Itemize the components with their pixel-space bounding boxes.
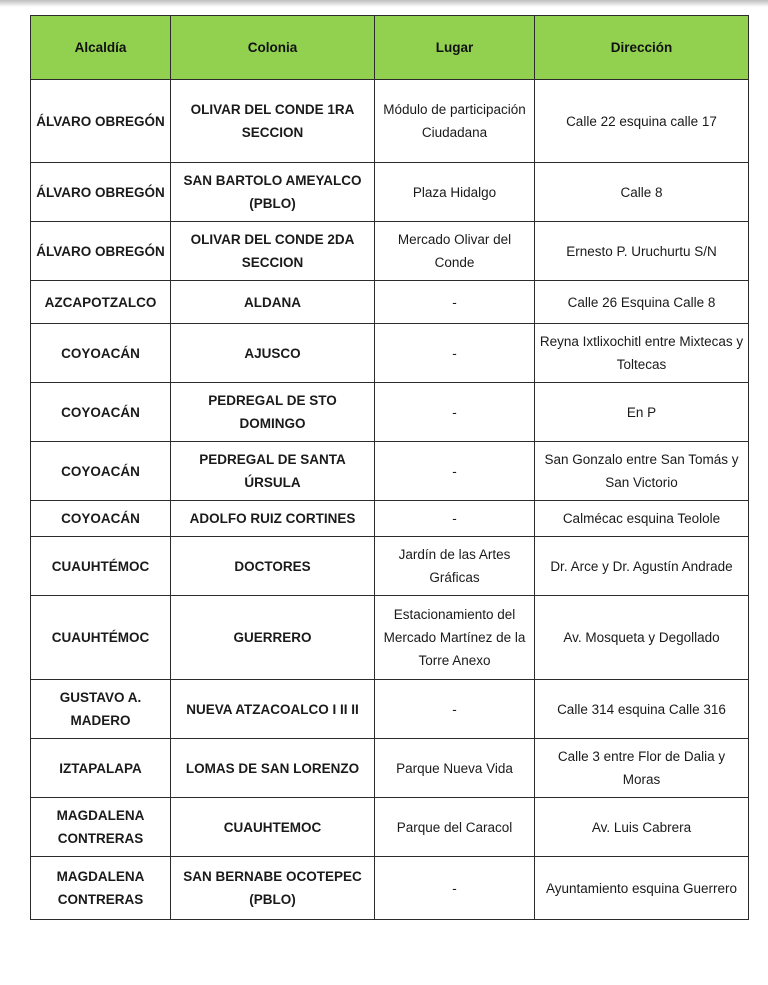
cell-lugar: Jardín de las Artes Gráficas xyxy=(375,537,535,596)
table-row xyxy=(31,596,749,680)
cell-alcaldia: CUAUHTÉMOC xyxy=(31,596,171,680)
table-row xyxy=(31,857,749,920)
table-row xyxy=(31,281,749,324)
table-row xyxy=(31,442,749,501)
cell-colonia: OLIVAR DEL CONDE 2DA SECCION xyxy=(171,222,375,281)
cell-alcaldia: COYOACÁN xyxy=(31,442,171,501)
cell-alcaldia: COYOACÁN xyxy=(31,383,171,442)
cell-lugar: Módulo de participación Ciudadana xyxy=(375,80,535,163)
table-row xyxy=(31,324,749,383)
cell-alcaldia: MAGDALENA CONTRERAS xyxy=(31,798,171,857)
cell-colonia: LOMAS DE SAN LORENZO xyxy=(171,739,375,798)
cell-direccion: Calle 8 xyxy=(535,163,749,222)
cell-alcaldia: MAGDALENA CONTRERAS xyxy=(31,857,171,920)
cell-colonia: PEDREGAL DE SANTA ÚRSULA xyxy=(171,442,375,501)
cell-direccion: Av. Luis Cabrera xyxy=(535,798,749,857)
locations-table xyxy=(30,15,749,920)
cell-colonia: DOCTORES xyxy=(171,537,375,596)
table-row xyxy=(31,680,749,739)
cell-colonia: GUERRERO xyxy=(171,596,375,680)
cell-alcaldia: COYOACÁN xyxy=(31,501,171,537)
cell-direccion: Ayuntamiento esquina Guerrero xyxy=(535,857,749,920)
table-row xyxy=(31,501,749,537)
header-direccion: Dirección xyxy=(535,16,749,80)
cell-lugar: Mercado Olivar del Conde xyxy=(375,222,535,281)
top-edge-shadow xyxy=(0,0,768,7)
table-row xyxy=(31,739,749,798)
cell-alcaldia: IZTAPALAPA xyxy=(31,739,171,798)
cell-lugar: - xyxy=(375,281,535,324)
cell-colonia: SAN BARTOLO AMEYALCO (PBLO) xyxy=(171,163,375,222)
cell-colonia: SAN BERNABE OCOTEPEC (PBLO) xyxy=(171,857,375,920)
cell-direccion: Calle 314 esquina Calle 316 xyxy=(535,680,749,739)
cell-alcaldia: ÁLVARO OBREGÓN xyxy=(31,80,171,163)
cell-colonia: OLIVAR DEL CONDE 1RA SECCION xyxy=(171,80,375,163)
cell-colonia: ALDANA xyxy=(171,281,375,324)
cell-direccion: Calmécac esquina Teolole xyxy=(535,501,749,537)
table-row xyxy=(31,163,749,222)
cell-direccion: Calle 26 Esquina Calle 8 xyxy=(535,281,749,324)
cell-lugar: Parque del Caracol xyxy=(375,798,535,857)
cell-lugar: - xyxy=(375,442,535,501)
cell-lugar: - xyxy=(375,501,535,537)
cell-alcaldia: COYOACÁN xyxy=(31,324,171,383)
cell-direccion: San Gonzalo entre San Tomás y San Victorio xyxy=(535,442,749,501)
cell-colonia: AJUSCO xyxy=(171,324,375,383)
cell-direccion: En P xyxy=(535,383,749,442)
cell-lugar: - xyxy=(375,383,535,442)
cell-lugar: Plaza Hidalgo xyxy=(375,163,535,222)
cell-direccion: Calle 22 esquina calle 17 xyxy=(535,80,749,163)
cell-colonia: PEDREGAL DE STO DOMINGO xyxy=(171,383,375,442)
header-row xyxy=(31,16,749,80)
cell-alcaldia: ÁLVARO OBREGÓN xyxy=(31,222,171,281)
cell-alcaldia: CUAUHTÉMOC xyxy=(31,537,171,596)
cell-lugar: - xyxy=(375,324,535,383)
cell-direccion: Calle 3 entre Flor de Dalia y Moras xyxy=(535,739,749,798)
header-lugar: Lugar xyxy=(375,16,535,80)
header-alcaldia: Alcaldía xyxy=(31,16,171,80)
cell-direccion: Av. Mosqueta y Degollado xyxy=(535,596,749,680)
cell-direccion: Dr. Arce y Dr. Agustín Andrade xyxy=(535,537,749,596)
cell-alcaldia: ÁLVARO OBREGÓN xyxy=(31,163,171,222)
table-row xyxy=(31,798,749,857)
cell-lugar: Estacionamiento del Mercado Martínez de la Torre Anexo xyxy=(375,596,535,680)
cell-lugar: - xyxy=(375,857,535,920)
cell-lugar: - xyxy=(375,680,535,739)
cell-direccion: Reyna Ixtlixochitl entre Mixtecas y Toltecas xyxy=(535,324,749,383)
cell-alcaldia: AZCAPOTZALCO xyxy=(31,281,171,324)
table-row xyxy=(31,537,749,596)
cell-colonia: NUEVA ATZACOALCO I II II xyxy=(171,680,375,739)
table-row xyxy=(31,222,749,281)
cell-direccion: Ernesto P. Uruchurtu S/N xyxy=(535,222,749,281)
cell-lugar: Parque Nueva Vida xyxy=(375,739,535,798)
cell-alcaldia: GUSTAVO A. MADERO xyxy=(31,680,171,739)
cell-colonia: CUAUHTEMOC xyxy=(171,798,375,857)
header-colonia: Colonia xyxy=(171,16,375,80)
table-row xyxy=(31,80,749,163)
table-row xyxy=(31,383,749,442)
cell-colonia: ADOLFO RUIZ CORTINES xyxy=(171,501,375,537)
